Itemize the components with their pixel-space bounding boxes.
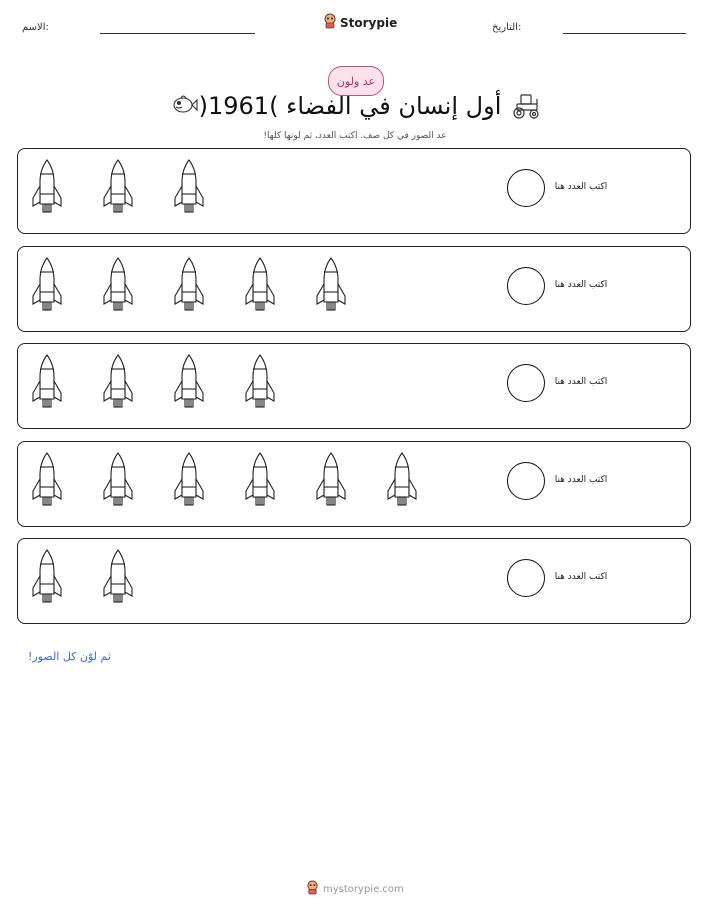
date-line[interactable] (563, 33, 686, 34)
count-row (17, 148, 691, 234)
answer-circle[interactable] (507, 559, 545, 597)
rocket-icon (314, 451, 348, 515)
rocket-icon (30, 256, 64, 320)
rocket-icon (385, 451, 419, 515)
footer (306, 880, 404, 899)
rocket-icon (172, 353, 206, 417)
tractor-icon (510, 92, 542, 124)
rocket-icon (243, 353, 277, 417)
count-row (17, 538, 691, 624)
rocket-icon (30, 451, 64, 515)
answer-label: اكتب العدد هنا (554, 279, 608, 290)
rocket-icon (101, 353, 135, 417)
count-row (17, 441, 691, 527)
brand (323, 13, 397, 33)
instructions: عد الصور في كل صف. اكتب العدد، ثم لونها كلها! (263, 131, 447, 141)
answer-label: اكتب العدد هنا (554, 572, 608, 582)
rocket-icon (101, 548, 135, 612)
rocket-icon (243, 451, 277, 515)
rocket-icon (101, 158, 135, 222)
rocket-icon (172, 451, 206, 515)
count-row (17, 343, 691, 429)
brand-name: Storypie (340, 16, 398, 30)
rocket-icon (314, 256, 348, 320)
rocket-icon (30, 353, 64, 417)
rocket-icon (101, 256, 135, 320)
footer-site: mystorypie.com (323, 884, 404, 895)
name-line[interactable] (100, 33, 255, 34)
answer-label: اكتب العدد هنا (554, 474, 608, 485)
activity-badge: عد ولون (328, 66, 384, 96)
answer-circle[interactable] (507, 169, 545, 207)
rocket-icon (30, 158, 64, 222)
page-title: أول إنسان في الفضاء )1961( (198, 92, 502, 120)
storypie-logo-icon (306, 880, 319, 899)
answer-circle[interactable] (507, 267, 545, 305)
rocket-icon (30, 548, 64, 612)
rocket-icon (243, 256, 277, 320)
name-label: الاسم: (22, 22, 49, 33)
rocket-icon (101, 451, 135, 515)
rocket-icon (172, 158, 206, 222)
answer-label: اكتب العدد هنا (554, 182, 608, 192)
count-row (17, 246, 691, 332)
date-label: التاريخ: (492, 22, 522, 33)
answer-circle[interactable] (507, 462, 545, 500)
rocket-icon (172, 256, 206, 320)
answer-circle[interactable] (507, 364, 545, 402)
color-instruction: ثم لوّن كل الصور! (28, 650, 111, 663)
answer-label: اكتب العدد هنا (554, 377, 608, 387)
storypie-logo-icon (323, 13, 337, 33)
